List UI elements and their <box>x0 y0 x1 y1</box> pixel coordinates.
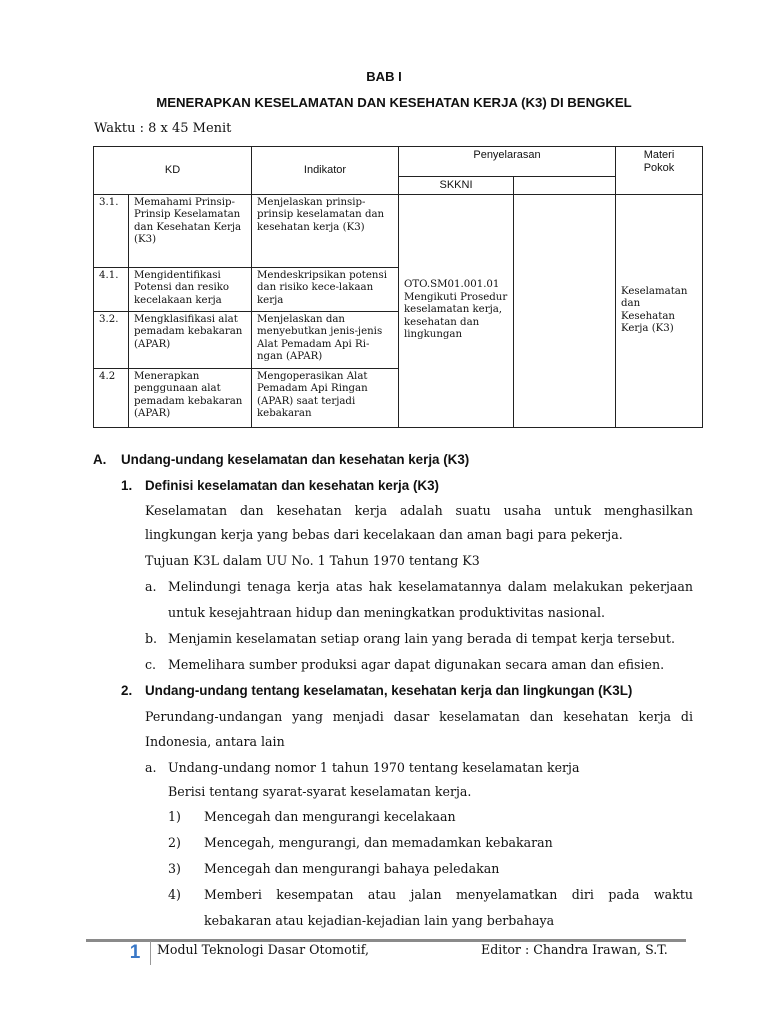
kd-table <box>93 146 703 428</box>
paragraph-line: Indonesia, antara lain <box>145 734 285 749</box>
list-item-line: untuk kesejahtraan hidup dan meningkatkan produktivitas nasional. <box>168 605 606 620</box>
paragraph-line: Perundang-undangan yang menjadi dasar keselamatan dan kesehatan kerja di <box>145 709 693 724</box>
chapter-label: BAB I <box>366 69 402 84</box>
paragraph-line: Keselamatan dan kesehatan kerja adalah suatu usaha untuk menghasilkan <box>145 503 693 518</box>
list-item-line: Memelihara sumber produksi agar dapat digunakan secara aman dan efisien. <box>168 657 665 672</box>
empty-cell <box>514 194 616 427</box>
row-kd: Menerapkan penggunaan alat pemadam kebakaran (APAR) <box>129 368 252 427</box>
subsection-title: Undang-undang tentang keselamatan, kesehatan kerja dan lingkungan (K3L) <box>145 683 633 698</box>
skkni-cell: OTO.SM01.001.01 Mengikuti Prosedur keselamatan kerja, kesehatan dan lingkungan <box>399 194 514 427</box>
row-number: 4.2 <box>94 368 129 427</box>
list-item-line: kebakaran atau kejadian-kejadian lain yang berbahaya <box>204 913 555 928</box>
row-indikator: Menjelaskan dan menyebutkan jenis-jenis Alat Pemadam Api Ri-ngan (APAR) <box>252 311 399 368</box>
header-penyelarasan: Penyelarasan <box>399 147 616 177</box>
subsection-number: 1. <box>121 478 133 493</box>
header-indikator: Indikator <box>252 147 399 195</box>
list-item-line: Memberi kesempatan atau jalan menyelamatkan diri pada waktu <box>204 887 693 902</box>
row-kd: Mengklasifikasi alat pemadam kebakaran (APAR) <box>129 311 252 368</box>
paragraph-line: lingkungan kerja yang bebas dari kecelakaan dan aman bagi para pekerja. <box>145 527 623 542</box>
footer-module-title: Modul Teknologi Dasar Otomotif, <box>157 942 369 957</box>
list-item-line: Mencegah dan mengurangi kecelakaan <box>204 809 456 824</box>
list-marker: a. <box>145 760 157 775</box>
row-indikator: Mengoperasikan Alat Pemadam Api Ringan (APAR) saat terjadi kebakaran <box>252 368 399 427</box>
list-item-line: Melindungi tenaga kerja atas hak keselamatannya dalam melakukan pekerjaan <box>168 579 693 594</box>
row-number: 3.2. <box>94 311 129 368</box>
row-number: 3.1. <box>94 194 129 267</box>
list-number: 4) <box>168 887 181 902</box>
list-marker: b. <box>145 631 158 646</box>
header-materi-line1: Materi <box>643 149 675 161</box>
paragraph-line: Berisi tentang syarat-syarat keselamatan kerja. <box>168 784 472 799</box>
paragraph-line: Tujuan K3L dalam UU No. 1 Tahun 1970 tentang K3 <box>145 553 480 568</box>
row-kd: Mengidentifikasi Potensi dan resiko kecelakaan kerja <box>129 267 252 311</box>
section-letter: A. <box>93 452 107 467</box>
list-number: 2) <box>168 835 181 850</box>
list-marker: c. <box>145 657 157 672</box>
header-skkni: SKKNI <box>399 177 514 195</box>
list-item-line: Mencegah, mengurangi, dan memadamkan kebakaran <box>204 835 553 850</box>
materi-cell: Keselamatan dan Kesehatan Kerja (K3) <box>616 194 703 427</box>
list-marker: a. <box>145 579 157 594</box>
list-number: 1) <box>168 809 181 824</box>
header-empty-cell <box>514 177 616 195</box>
list-item-line: Mencegah dan mengurangi bahaya peledakan <box>204 861 500 876</box>
document-title: MENERAPKAN KESELAMATAN DAN KESEHATAN KERJA (K3) DI BENGKEL <box>156 95 632 110</box>
footer-editor: Editor : Chandra Irawan, S.T. <box>481 942 668 957</box>
section-title: Undang-undang keselamatan dan kesehatan kerja (K3) <box>121 452 470 467</box>
header-materi-pokok <box>616 147 703 195</box>
header-kd: KD <box>94 147 252 195</box>
row-indikator: Menjelaskan prinsip-prinsip keselamatan dan kesehatan kerja (K3) <box>252 194 399 267</box>
duration-label: Waktu : 8 x 45 Menit <box>94 121 232 136</box>
row-kd: Memahami Prinsip-Prinsip Keselamatan dan Kesehatan Kerja (K3) <box>129 194 252 267</box>
list-item-line: Menjamin keselamatan setiap orang lain yang berada di tempat kerja tersebut. <box>168 631 675 646</box>
page-number: 1 <box>120 941 151 965</box>
header-materi-line2: Pokok <box>643 161 675 174</box>
list-item-line: Undang-undang nomor 1 tahun 1970 tentang keselamatan kerja <box>168 760 580 775</box>
row-number: 4.1. <box>94 267 129 311</box>
subsection-title: Definisi keselamatan dan kesehatan kerja (K3) <box>145 478 439 493</box>
row-indikator: Mendeskripsikan potensi dan risiko kece-lakaan kerja <box>252 267 399 311</box>
list-number: 3) <box>168 861 181 876</box>
subsection-number: 2. <box>121 683 133 698</box>
